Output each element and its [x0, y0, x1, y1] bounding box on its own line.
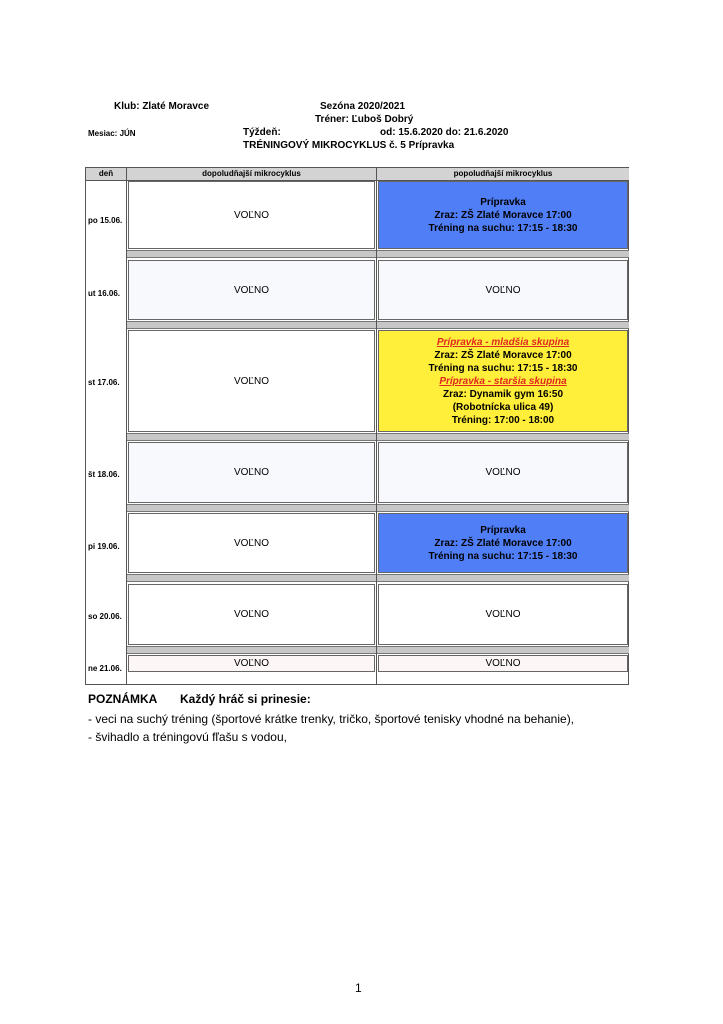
club-name: Klub: Zlaté Moravce [114, 101, 210, 112]
note-label: POZNÁMKA [88, 692, 158, 706]
morning-cell: VOĽNO [128, 513, 375, 573]
afternoon-cell: VOĽNO [378, 442, 628, 503]
col-header-morning: dopoludňajší mikrocyklus [127, 168, 376, 181]
month: Mesiac: JÚN [88, 129, 136, 138]
day-label: št 18.06. [88, 470, 120, 479]
week-range: od: 15.6.2020 do: 21.6.2020 [380, 127, 509, 138]
morning-cell: VOĽNO [128, 181, 375, 249]
trainer: Tréner: Ľuboš Dobrý [315, 114, 414, 125]
afternoon-cell: Prípravka - mladšia skupina Zraz: ZŠ Zlaté Moravce 17:00 Tréning na suchu: 17:15 - 18:30 Prípravka - staršia skupina Zraz: Dynamik gym 16:50 (Robotnícka ulica 49) Tréning: 17:00 - 18:00 [378, 330, 628, 432]
col-header-day: deň [86, 168, 126, 181]
note-item: - švihadlo a tréningovú fľašu s vodou, [88, 730, 287, 744]
col-header-afternoon: popoludňajší mikrocyklus [377, 168, 629, 181]
morning-cell: VOĽNO [128, 260, 375, 320]
morning-cell: VOĽNO [128, 330, 375, 432]
afternoon-cell: VOĽNO [378, 584, 628, 645]
morning-cell: VOĽNO [128, 655, 375, 672]
morning-cell: VOĽNO [128, 442, 375, 503]
afternoon-cell: Prípravka Zraz: ZŠ Zlaté Moravce 17:00 Tréning na suchu: 17:15 - 18:30 [378, 513, 628, 573]
day-label: ne 21.06. [88, 664, 122, 673]
afternoon-cell: VOĽNO [378, 655, 628, 672]
morning-cell: VOĽNO [128, 584, 375, 645]
day-label: pi 19.06. [88, 542, 120, 551]
page-title: TRÉNINGOVÝ MIKROCYKLUS č. 5 Prípravka [243, 140, 455, 151]
note-item: - veci na suchý tréning (športové krátke trenky, tričko, športové tenisky vhodné na behanie), [88, 712, 575, 726]
schedule-table [85, 167, 629, 685]
page-number: 1 [355, 981, 362, 995]
week-label: Týždeň: [243, 127, 281, 138]
day-label: st 17.06. [88, 378, 120, 387]
afternoon-cell: Prípravka Zraz: ZŠ Zlaté Moravce 17:00 Tréning na suchu: 17:15 - 18:30 [378, 181, 628, 249]
afternoon-cell: VOĽNO [378, 260, 628, 320]
note-intro: Každý hráč si prinesie: [180, 692, 311, 706]
day-label: po 15.06. [88, 216, 123, 225]
day-label: ut 16.06. [88, 289, 121, 298]
day-label: so 20.06. [88, 612, 122, 621]
season: Sezóna 2020/2021 [320, 101, 406, 112]
